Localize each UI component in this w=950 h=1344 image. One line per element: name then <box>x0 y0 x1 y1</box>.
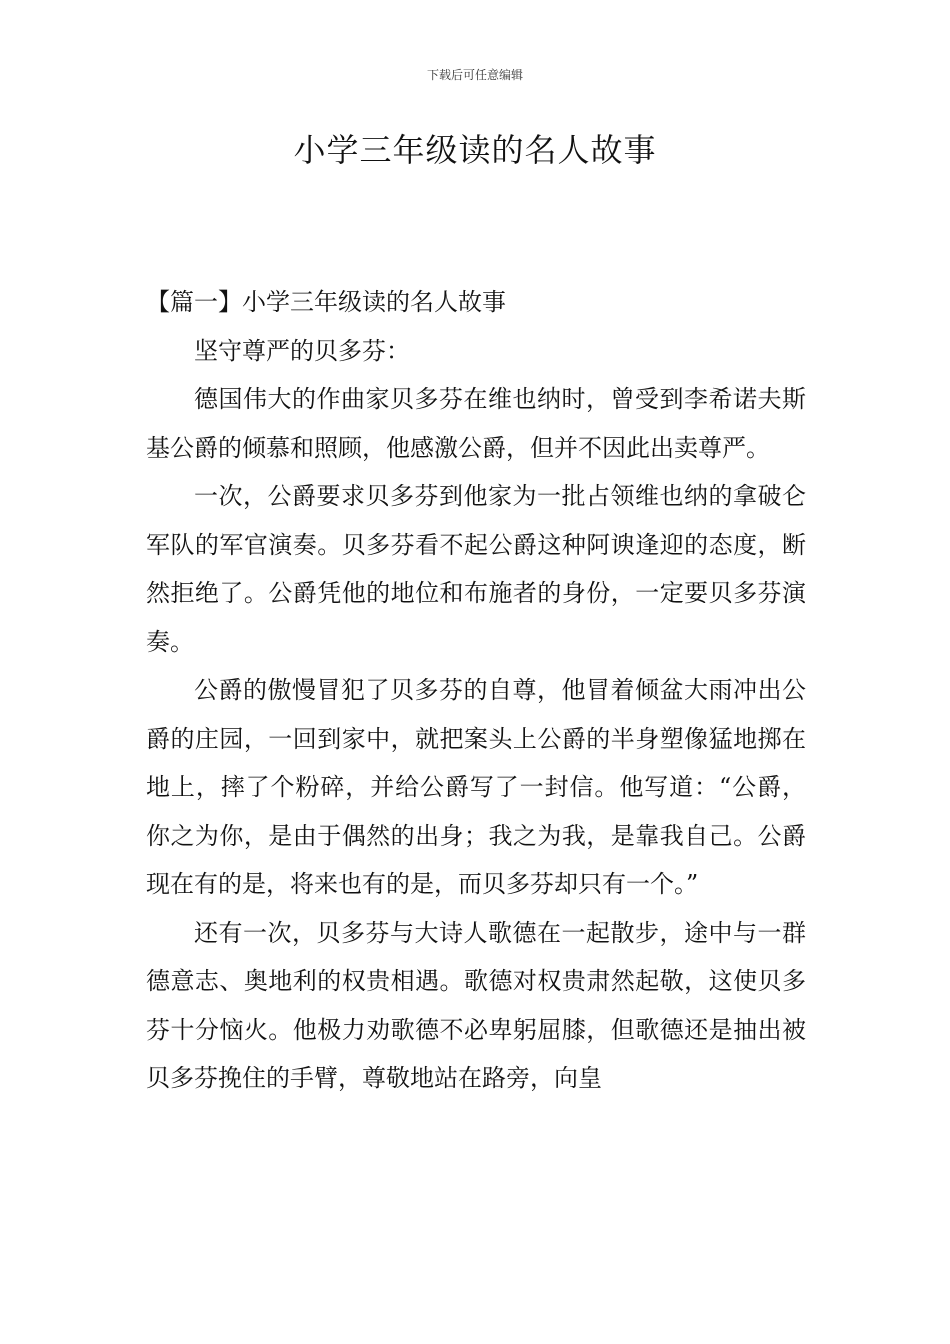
paragraph: 一次，公爵要求贝多芬到他家为一批占领维也纳的拿破仑军队的军官演奏。贝多芬看不起公爵这种阿谀逢迎的态度，断然拒绝了。公爵凭他的地位和布施者的身份，一定要贝多芬演奏。 <box>146 482 806 656</box>
paragraph: 德国伟大的作曲家贝多芬在维也纳时，曾受到李希诺夫斯基公爵的倾慕和照顾，他感激公爵，但并不因此出卖尊严。 <box>146 385 806 462</box>
page-header-note: 下载后可任意编辑 <box>426 68 523 82</box>
paragraph: 还有一次，贝多芬与大诗人歌德在一起散步，途中与一群德意志、奥地利的权贵相遇。歌德对权贵肃然起敬，这使贝多芬十分恼火。他极力劝歌德不必卑躬屈膝，但歌德还是抽出被贝多芬挽住的手臂，尊敬地站在路旁，向皇 <box>146 918 806 1092</box>
paragraph-subtitle: 坚守尊严的贝多芬： <box>194 336 410 365</box>
paragraph: 公爵的傲慢冒犯了贝多芬的自尊，他冒着倾盆大雨冲出公爵的庄园，一回到家中，就把案头上公爵的半身塑像猛地掷在地上，摔了个粉碎，并给公爵写了一封信。他写道：“公爵，你之为你，是由于偶然的出身；我之为我，是靠我自己。公爵现在有的是，将来也有的是，而贝多芬却只有一个。” <box>146 676 806 898</box>
document-body <box>146 278 806 1103</box>
section-heading: 【篇一】小学三年级读的名人故事 <box>146 288 506 316</box>
document-title: 小学三年级读的名人故事 <box>293 131 657 169</box>
